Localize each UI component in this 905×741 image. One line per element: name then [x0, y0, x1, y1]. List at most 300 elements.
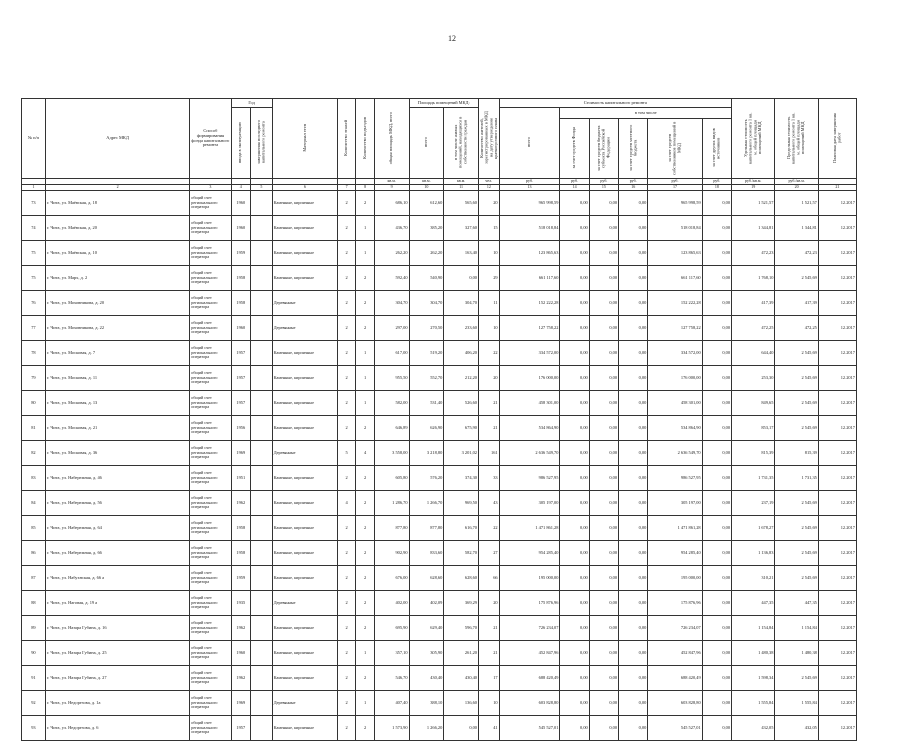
- cell-cost-fund: 0,00: [560, 291, 589, 316]
- cell-spec-cost: 1 480,38: [732, 641, 775, 666]
- cell-cost-other: 0,00: [702, 366, 731, 391]
- column-number-cell-5: 5: [251, 185, 273, 191]
- cell-area-owned: 526,60: [444, 391, 479, 416]
- cell-entrances: 2: [356, 316, 374, 341]
- unit-cell-17: руб.: [648, 179, 702, 185]
- cell-area-owned: 628,60: [444, 566, 479, 591]
- cell-total-area: 695,90: [374, 616, 409, 641]
- table-row: [22, 416, 857, 441]
- header-residents-text: Количество жителей, зарегистрированных в МКД на дату утверждения краткосрочного плана: [479, 111, 498, 165]
- cell-address: г. Чита, ул. Набережная, д. 66: [45, 541, 189, 566]
- cell-deadline: 12.2017: [818, 216, 856, 241]
- cell-address: г. Чита, ул. Моховникова, д. 22: [45, 316, 189, 341]
- cell-residents: 41: [479, 716, 500, 741]
- cell-cost-other: 0,00: [702, 241, 731, 266]
- cell-total-area: 546,70: [374, 666, 409, 691]
- header-spec-cost-text: Удельная стоимость капитального ремонта 1 кв. м. общей площади помещений МКД: [742, 111, 762, 164]
- header-cost-other-text: за счет других видов источников: [711, 128, 721, 168]
- cell-material: Каменные, кирпичные: [272, 491, 337, 516]
- cell-cost-other: 0,00: [702, 641, 731, 666]
- cell-floors: 2: [337, 416, 355, 441]
- cell-address: г. Чита, ул. Московая, д. 21: [45, 416, 189, 441]
- cell-area-all: 626,90: [409, 416, 444, 441]
- cell-cost-owners: 458 301,00: [648, 391, 702, 416]
- cell-entrances: 2: [356, 191, 374, 216]
- cell-deadline: 12.2017: [818, 491, 856, 516]
- cell-no: 87: [22, 566, 46, 591]
- cell-cost-other: 0,00: [702, 491, 731, 516]
- cell-cost-local: 0,00: [619, 666, 648, 691]
- cell-built: 1956: [231, 416, 251, 441]
- header-wall: [272, 99, 337, 179]
- cell-cost-other: 0,00: [702, 391, 731, 416]
- cell-cost-total: 334 572,00: [499, 341, 560, 366]
- header-address: Адрес МКД: [45, 99, 189, 179]
- cell-cost-other: 0,00: [702, 466, 731, 491]
- cell-total-area: 436,70: [374, 216, 409, 241]
- cell-total-area: 262,20: [374, 241, 409, 266]
- header-cost-subject: [589, 119, 618, 179]
- cell-material: Каменные, кирпичные: [272, 266, 337, 291]
- column-number-cell-17: 17: [648, 185, 702, 191]
- cell-cost-owners: 965 998,59: [648, 191, 702, 216]
- cell-floors: 2: [337, 241, 355, 266]
- cell-no: 92: [22, 691, 46, 716]
- cell-cost-other: 0,00: [702, 341, 731, 366]
- cell-area-all: 262,20: [409, 241, 444, 266]
- cell-cost-fund: 0,00: [560, 566, 589, 591]
- cell-material: Каменные, кирпичные: [272, 666, 337, 691]
- cell-entrances: 2: [356, 616, 374, 641]
- cell-cost-fund: 0,00: [560, 616, 589, 641]
- header-cost-other: [702, 119, 731, 179]
- cell-floors: 2: [337, 291, 355, 316]
- cell-cost-local: 0,00: [619, 566, 648, 591]
- cell-fund: общий счет регионального оператора: [190, 641, 231, 666]
- cell-no: 90: [22, 641, 46, 666]
- cell-max-cost: 1 731,35: [775, 466, 818, 491]
- cell-area-all: 612,60: [409, 191, 444, 216]
- cell-last: [251, 641, 273, 666]
- cell-entrances: 2: [356, 416, 374, 441]
- column-number-cell-14: 14: [560, 185, 589, 191]
- cell-cost-owners: 603 828,80: [648, 691, 702, 716]
- cell-material: Деревянные: [272, 316, 337, 341]
- cell-cost-local: 0,00: [619, 191, 648, 216]
- cell-fund: общий счет регионального оператора: [190, 266, 231, 291]
- cell-address: г. Чита, ул. Марх, д. 2: [45, 266, 189, 291]
- cell-last: [251, 591, 273, 616]
- cell-cost-total: 534 864,90: [499, 416, 560, 441]
- table-body: [22, 191, 857, 741]
- cell-deadline: 12.2017: [818, 566, 856, 591]
- cell-total-area: 592,40: [374, 266, 409, 291]
- column-number-cell-20: 20: [775, 185, 818, 191]
- cell-entrances: 1: [356, 216, 374, 241]
- header-residents: [479, 99, 500, 179]
- cell-max-cost: 432,05: [775, 716, 818, 741]
- cell-cost-subject: 0,00: [589, 441, 618, 466]
- cell-material: Каменные, кирпичные: [272, 466, 337, 491]
- cell-material: Деревянные: [272, 291, 337, 316]
- cell-residents: 10: [479, 241, 500, 266]
- cell-cost-total: 152 222,28: [499, 291, 560, 316]
- cell-cost-total: 688 420,49: [499, 666, 560, 691]
- cell-deadline: 12.2017: [818, 316, 856, 341]
- cell-material: Деревянные: [272, 441, 337, 466]
- cell-cost-fund: 0,00: [560, 641, 589, 666]
- cell-max-cost: 1 480,38: [775, 641, 818, 666]
- cell-cost-local: 0,00: [619, 616, 648, 641]
- cell-address: г. Чита, ул. Набережная, д. 46: [45, 466, 189, 491]
- cell-spec-cost: 1 555,84: [732, 691, 775, 716]
- cell-cost-owners: 123 865,63: [648, 241, 702, 266]
- cell-cost-owners: 452 847,96: [648, 641, 702, 666]
- cell-area-all: 877,80: [409, 516, 444, 541]
- cell-no: 84: [22, 491, 46, 516]
- cell-floors: 2: [337, 691, 355, 716]
- cell-no: 76: [22, 291, 46, 316]
- cell-area-owned: 3 201,02: [444, 441, 479, 466]
- cell-no: 73: [22, 191, 46, 216]
- cell-last: [251, 691, 273, 716]
- cell-cost-subject: 0,00: [589, 366, 618, 391]
- cell-built: 1958: [231, 266, 251, 291]
- table-row: [22, 691, 857, 716]
- cell-built: 1962: [231, 491, 251, 516]
- cell-built: 1962: [231, 666, 251, 691]
- cell-last: [251, 291, 273, 316]
- column-number-cell-3: 3: [190, 185, 231, 191]
- cell-cost-owners: 954 285,40: [648, 541, 702, 566]
- cell-entrances: 2: [356, 291, 374, 316]
- cell-residents: 17: [479, 666, 500, 691]
- cell-entrances: 2: [356, 466, 374, 491]
- cell-area-owned: 596,70: [444, 616, 479, 641]
- cell-cost-owners: 1 471 861,28: [648, 516, 702, 541]
- cell-area-owned: 675,90: [444, 416, 479, 441]
- cell-total-area: 407,40: [374, 691, 409, 716]
- header-floors: [337, 99, 355, 179]
- cell-floors: 2: [337, 566, 355, 591]
- cell-floors: 2: [337, 591, 355, 616]
- cell-no: 86: [22, 541, 46, 566]
- cell-residents: 43: [479, 491, 500, 516]
- table-row: [22, 191, 857, 216]
- header-area-all-text: всего: [423, 137, 429, 148]
- cell-address: г. Чита, ул. Наговая, д. 19 а: [45, 591, 189, 616]
- cell-no: 82: [22, 441, 46, 466]
- cell-cost-fund: 0,00: [560, 591, 589, 616]
- header-cost-total-text: всего: [526, 137, 532, 148]
- header-area-owned: [444, 108, 479, 179]
- cell-built: 1958: [231, 541, 251, 566]
- cell-max-cost: 1 344,81: [775, 216, 818, 241]
- header-fund: Способ формирования фонда капитального ремонта: [190, 99, 231, 179]
- cell-fund: общий счет регионального оператора: [190, 341, 231, 366]
- column-number-cell-21: 21: [818, 185, 856, 191]
- header-cost-incl: в том числе: [560, 108, 732, 119]
- cell-deadline: 12.2017: [818, 641, 856, 666]
- cell-material: Каменные, кирпичные: [272, 366, 337, 391]
- cell-floors: 2: [337, 466, 355, 491]
- cell-cost-subject: 0,00: [589, 566, 618, 591]
- column-number-cell-11: 11: [444, 185, 479, 191]
- cell-cost-owners: 176 000,00: [648, 366, 702, 391]
- cell-floors: 4: [337, 491, 355, 516]
- column-number-cell-6: 6: [272, 185, 337, 191]
- cell-residents: 10: [479, 316, 500, 341]
- cell-deadline: 12.2017: [818, 241, 856, 266]
- cell-cost-fund: 0,00: [560, 441, 589, 466]
- cell-area-all: 385,20: [409, 216, 444, 241]
- cell-cost-fund: 0,00: [560, 516, 589, 541]
- unit-cell-9: кв.м.: [374, 179, 409, 185]
- cell-entrances: 2: [356, 541, 374, 566]
- cell-area-all: 388,10: [409, 691, 444, 716]
- cell-floors: 2: [337, 516, 355, 541]
- cell-address: г. Чита, ул. Московая, д. 36: [45, 441, 189, 466]
- cell-cost-local: 0,00: [619, 316, 648, 341]
- cell-area-all: 1 266,20: [409, 716, 444, 741]
- cell-cost-other: 0,00: [702, 316, 731, 341]
- cell-fund: общий счет регионального оператора: [190, 716, 231, 741]
- header-cost-group: Стоимость капитального ремонта: [499, 99, 731, 108]
- table-row: [22, 641, 857, 666]
- header-cost-subject-text: за счет средств бюджета субъекта Российской Федерации: [595, 124, 611, 171]
- cell-entrances: 1: [356, 241, 374, 266]
- cell-cost-other: 0,00: [702, 216, 731, 241]
- table-row: [22, 591, 857, 616]
- cell-cost-total: 127 758,22: [499, 316, 560, 341]
- cell-address: г. Чита, ул. Московая, д. 11: [45, 366, 189, 391]
- column-number-cell-7: 7: [337, 185, 355, 191]
- cell-fund: общий счет регионального оператора: [190, 616, 231, 641]
- cell-total-area: 617,00: [374, 341, 409, 366]
- cell-deadline: 12.2017: [818, 666, 856, 691]
- cell-fund: общий счет регионального оператора: [190, 591, 231, 616]
- table-row: [22, 616, 857, 641]
- cell-last: [251, 666, 273, 691]
- cell-area-all: 576,20: [409, 466, 444, 491]
- repair-plan-table: [21, 98, 857, 741]
- cell-last: [251, 366, 273, 391]
- header-year-last-text: завершения последнего капитального ремонта: [255, 120, 266, 165]
- cell-material: Каменные, кирпичные: [272, 541, 337, 566]
- cell-spec-cost: 1 154,84: [732, 616, 775, 641]
- cell-residents: 21: [479, 391, 500, 416]
- cell-area-owned: 304,70: [444, 291, 479, 316]
- cell-cost-subject: 0,00: [589, 316, 618, 341]
- cell-spec-cost: 1 768,10: [732, 266, 775, 291]
- cell-max-cost: 472,25: [775, 316, 818, 341]
- cell-cost-subject: 0,00: [589, 541, 618, 566]
- cell-cost-subject: 0,00: [589, 516, 618, 541]
- unit-cell-16: руб.: [619, 179, 648, 185]
- cell-cost-owners: 986 527,95: [648, 466, 702, 491]
- cell-cost-subject: 0,00: [589, 391, 618, 416]
- cell-cost-total: 452 847,96: [499, 641, 560, 666]
- unit-cell-19: руб./кв.м.: [732, 179, 775, 185]
- cell-fund: общий счет регионального оператора: [190, 241, 231, 266]
- cell-address: г. Чита, ул. Маёвская, д. 20: [45, 216, 189, 241]
- header-cost-local-text: за счет средств местного бюджета: [627, 124, 638, 171]
- cell-cost-subject: 0,00: [589, 241, 618, 266]
- cell-cost-total: 1 471 861,28: [499, 516, 560, 541]
- cell-cost-total: 2 636 549,70: [499, 441, 560, 466]
- cell-cost-fund: 0,00: [560, 341, 589, 366]
- cell-cost-total: 603 828,80: [499, 691, 560, 716]
- unit-cell-12: чел.: [479, 179, 500, 185]
- cell-floors: 2: [337, 191, 355, 216]
- cell-cost-local: 0,00: [619, 691, 648, 716]
- cell-cost-fund: 0,00: [560, 316, 589, 341]
- unit-cell-20: руб./кв.м.: [775, 179, 818, 185]
- cell-last: [251, 316, 273, 341]
- cell-fund: общий счет регионального оператора: [190, 491, 231, 516]
- cell-material: Каменные, кирпичные: [272, 616, 337, 641]
- cell-spec-cost: 1 521,57: [732, 191, 775, 216]
- cell-area-all: 3 218,80: [409, 441, 444, 466]
- cell-total-area: 902,90: [374, 541, 409, 566]
- cell-deadline: 12.2017: [818, 466, 856, 491]
- cell-built: 1957: [231, 716, 251, 741]
- cell-area-all: 402,09: [409, 591, 444, 616]
- cell-cost-subject: 0,00: [589, 466, 618, 491]
- cell-spec-cost: 849,65: [732, 391, 775, 416]
- cell-cost-local: 0,00: [619, 641, 648, 666]
- cell-no: 75: [22, 266, 46, 291]
- table-row: [22, 516, 857, 541]
- cell-deadline: 12.2017: [818, 516, 856, 541]
- cell-address: г. Чита, ул. Набережная, д. 64: [45, 516, 189, 541]
- cell-area-all: 304,70: [409, 291, 444, 316]
- cell-cost-total: 176 000,00: [499, 366, 560, 391]
- cell-no: 83: [22, 466, 46, 491]
- header-cost-local: [619, 119, 648, 179]
- cell-residents: 20: [479, 191, 500, 216]
- cell-entrances: 2: [356, 266, 374, 291]
- cell-total-area: 1 573,90: [374, 716, 409, 741]
- cell-no: 80: [22, 391, 46, 416]
- cell-area-owned: 327,60: [444, 216, 479, 241]
- cell-cost-owners: 726 234,07: [648, 616, 702, 641]
- header-cost-fund-text: за счет средств Фонда: [571, 127, 577, 169]
- cell-cost-local: 0,00: [619, 341, 648, 366]
- cell-no: 89: [22, 616, 46, 641]
- cell-area-owned: 136,60: [444, 691, 479, 716]
- cell-cost-local: 0,00: [619, 241, 648, 266]
- cell-area-owned: 261,20: [444, 641, 479, 666]
- cell-area-all: 305,90: [409, 641, 444, 666]
- cell-cost-owners: 545 527,01: [648, 716, 702, 741]
- cell-last: [251, 566, 273, 591]
- cell-cost-other: 0,00: [702, 441, 731, 466]
- cell-cost-local: 0,00: [619, 716, 648, 741]
- cell-area-owned: 233,60: [444, 316, 479, 341]
- cell-material: Каменные, кирпичные: [272, 391, 337, 416]
- cell-total-area: 676,00: [374, 566, 409, 591]
- table-row: [22, 216, 857, 241]
- cell-no: 85: [22, 516, 46, 541]
- cell-cost-owners: 2 636 549,70: [648, 441, 702, 466]
- cell-max-cost: 472,23: [775, 241, 818, 266]
- header-spec-cost: [732, 99, 775, 179]
- cell-last: [251, 716, 273, 741]
- cell-area-all: 270,50: [409, 316, 444, 341]
- column-number-cell-16: 16: [619, 185, 648, 191]
- cell-fund: общий счет регионального оператора: [190, 366, 231, 391]
- column-number-cell-15: 15: [589, 185, 618, 191]
- unit-cell-18: руб.: [702, 179, 731, 185]
- cell-floors: 2: [337, 216, 355, 241]
- cell-built: 1958: [231, 291, 251, 316]
- cell-max-cost: 1 154,84: [775, 616, 818, 641]
- cell-floors: 2: [337, 541, 355, 566]
- cell-total-area: 646,89: [374, 416, 409, 441]
- cell-cost-fund: 0,00: [560, 466, 589, 491]
- cell-residents: 11: [479, 291, 500, 316]
- table-row: [22, 491, 857, 516]
- cell-area-all: 531,40: [409, 391, 444, 416]
- cell-last: [251, 266, 273, 291]
- header-deadline-text: Плановая дата завершения работ: [831, 112, 842, 163]
- cell-floors: 2: [337, 341, 355, 366]
- cell-cost-other: 0,00: [702, 566, 731, 591]
- cell-cost-total: 305 197,00: [499, 491, 560, 516]
- cell-entrances: 1: [356, 391, 374, 416]
- cell-area-owned: 369,29: [444, 591, 479, 616]
- cell-cost-owners: 518 018,84: [648, 216, 702, 241]
- cell-total-area: 955,50: [374, 366, 409, 391]
- header-entrances-text: Количество подъездов: [361, 116, 367, 159]
- cell-residents: 22: [479, 516, 500, 541]
- cell-no: 77: [22, 316, 46, 341]
- cell-cost-subject: 0,00: [589, 266, 618, 291]
- cell-cost-fund: 0,00: [560, 491, 589, 516]
- cell-cost-other: 0,00: [702, 666, 731, 691]
- cell-fund: общий счет регионального оператора: [190, 516, 231, 541]
- cell-cost-subject: 0,00: [589, 666, 618, 691]
- unit-cell-14: руб.: [560, 179, 589, 185]
- cell-spec-cost: 1 731,35: [732, 466, 775, 491]
- cell-cost-total: 518 018,84: [499, 216, 560, 241]
- cell-deadline: 12.2017: [818, 291, 856, 316]
- cell-floors: 2: [337, 641, 355, 666]
- column-number-cell-18: 18: [702, 185, 731, 191]
- cell-floors: 2: [337, 616, 355, 641]
- cell-max-cost: 2 545,69: [775, 566, 818, 591]
- cell-area-owned: 430,40: [444, 666, 479, 691]
- cell-cost-total: 726 234,07: [499, 616, 560, 641]
- cell-spec-cost: 472,23: [732, 241, 775, 266]
- cell-max-cost: 417,39: [775, 291, 818, 316]
- unit-cell-13: руб.: [499, 179, 560, 185]
- cell-residents: 15: [479, 216, 500, 241]
- unit-cell-11: кв.м.: [444, 179, 479, 185]
- cell-address: г. Чита, ул. Набухнская, д. 66 а: [45, 566, 189, 591]
- cell-spec-cost: 310,21: [732, 566, 775, 591]
- cell-spec-cost: 417,39: [732, 291, 775, 316]
- cell-cost-subject: 0,00: [589, 291, 618, 316]
- cell-max-cost: 2 545,69: [775, 341, 818, 366]
- cell-cost-total: 661 117,60: [499, 266, 560, 291]
- table-row: [22, 366, 857, 391]
- cell-cost-other: 0,00: [702, 291, 731, 316]
- cell-area-all: 519,20: [409, 341, 444, 366]
- cell-address: г. Чита, ул. Набережная, д. 56: [45, 491, 189, 516]
- cell-max-cost: 2 545,69: [775, 516, 818, 541]
